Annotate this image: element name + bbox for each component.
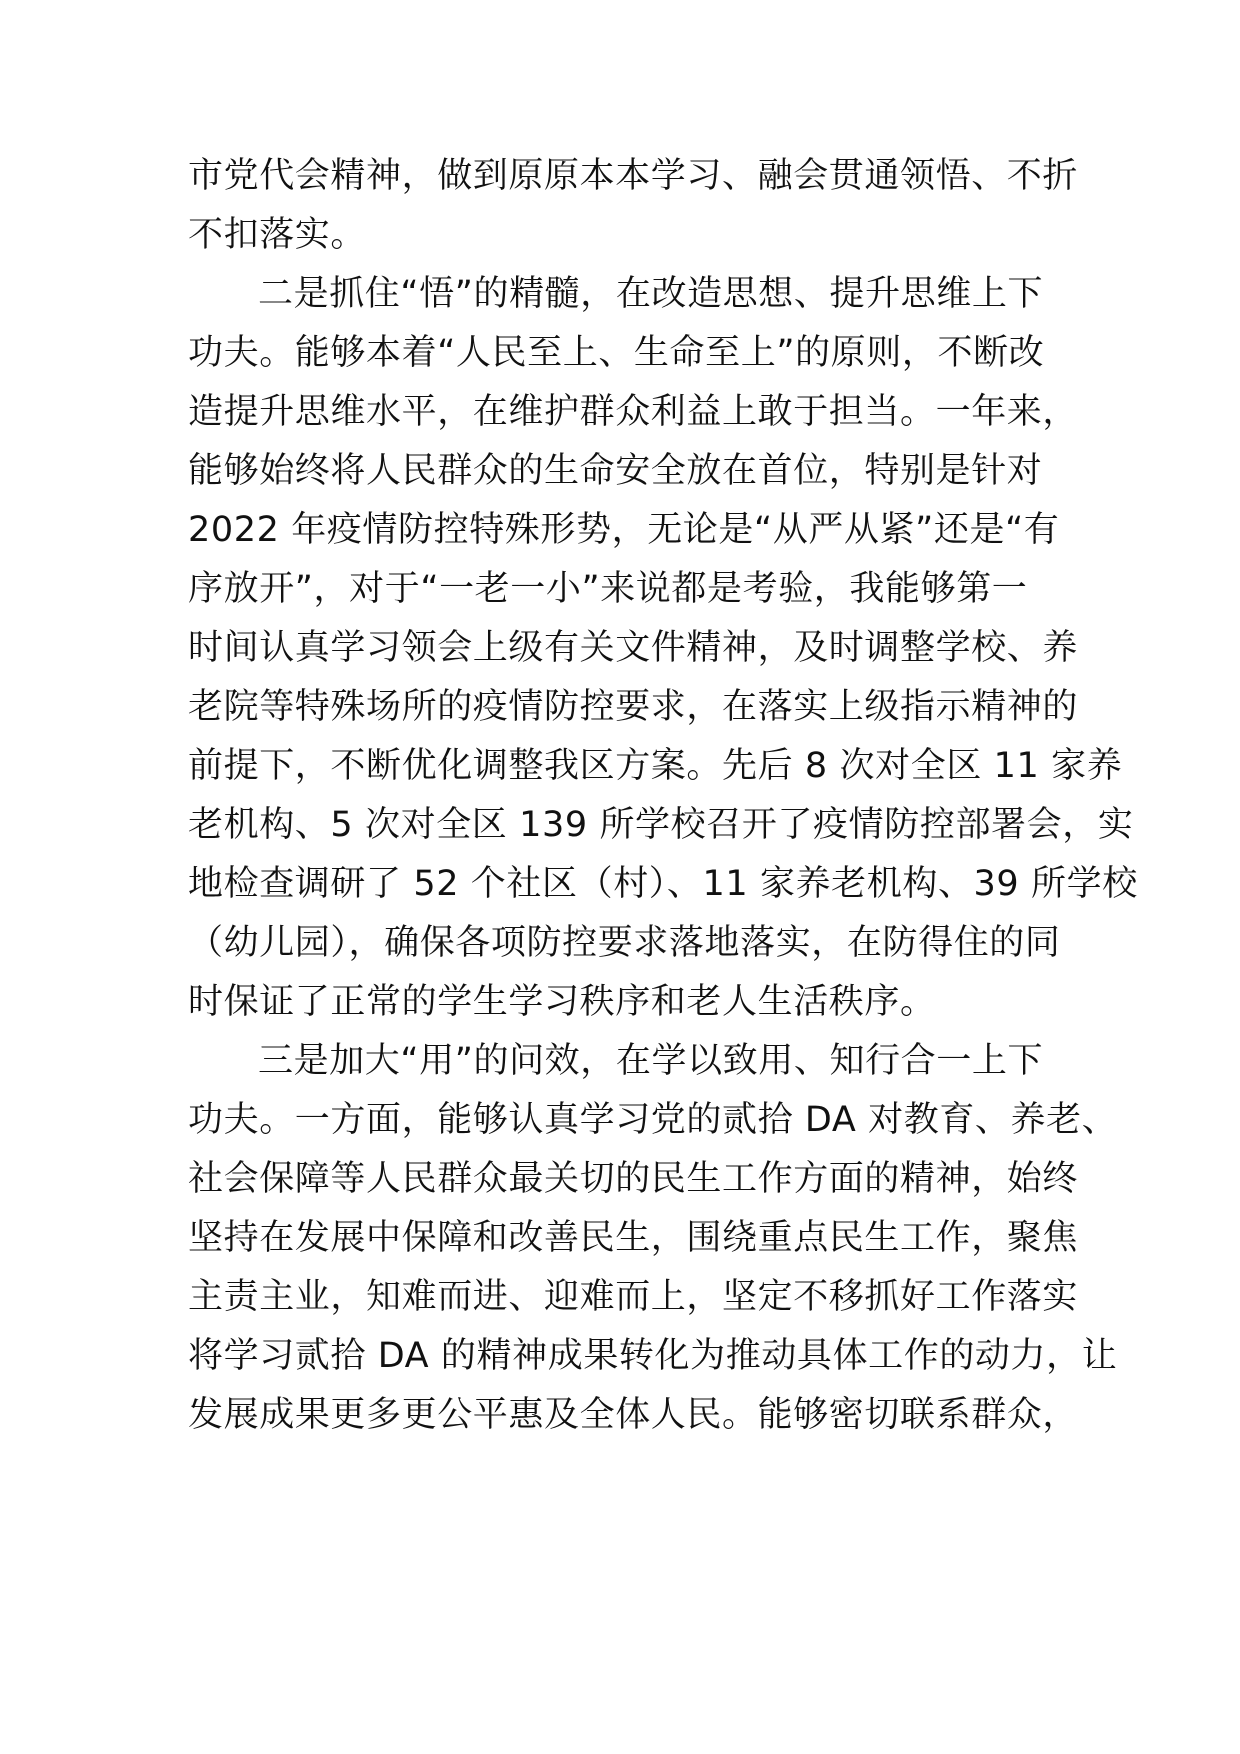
text-line-17: 功夫。一方面，能够认真学习党的贰拾 DA 对教育、养老、 — [188, 1100, 1118, 1140]
text-line-13: 地检查调研了 52 个社区（村）、11 家养老机构、39 所学校 — [188, 864, 1138, 904]
text-line-1: 市党代会精神，做到原原本本学习、融会贯通领悟、不折 — [188, 156, 1079, 196]
text-line-14: （幼儿园），确保各项防控要求落地落实，在防得住的同 — [188, 923, 1061, 963]
text-line-2: 不扣落实。 — [188, 215, 367, 255]
text-line-9: 时间认真学习领会上级有关文件精神，及时调整学校、养 — [188, 628, 1079, 668]
text-line-10: 老院等特殊场所的疫情防控要求，在落实上级指示精神的 — [188, 687, 1079, 727]
text-line-18: 社会保障等人民群众最关切的民生工作方面的精神，始终 — [188, 1159, 1079, 1199]
paragraph-3-first-line: 三是加大“用”的问效，在学以致用、知行合一上下 — [258, 1041, 1044, 1081]
text-line-8: 序放开”，对于“一老一小”来说都是考验，我能够第一 — [188, 569, 1028, 609]
text-line-20: 主责主业，知难而进、迎难而上，坚定不移抓好工作落实 — [188, 1277, 1079, 1317]
text-line-6: 能够始终将人民群众的生命安全放在首位，特别是针对 — [188, 451, 1043, 491]
paragraph-2-first-line: 二是抓住“悟”的精髓，在改造思想、提升思维上下 — [258, 274, 1044, 314]
text-line-7: 2022 年疫情防控特殊形势，无论是“从严从紧”还是“有 — [188, 510, 1060, 550]
text-line-22: 发展成果更多更公平惠及全体人民。能够密切联系群众， — [188, 1395, 1079, 1435]
text-line-5: 造提升思维水平，在维护群众利益上敢于担当。一年来， — [188, 392, 1079, 432]
text-line-15: 时保证了正常的学生学习秩序和老人生活秩序。 — [188, 982, 936, 1022]
text-line-21: 将学习贰拾 DA 的精神成果转化为推动具体工作的动力，让 — [188, 1336, 1118, 1376]
text-line-19: 坚持在发展中保障和改善民生，围绕重点民生工作，聚焦 — [188, 1218, 1079, 1258]
text-line-12: 老机构、5 次对全区 139 所学校召开了疫情防控部署会，实 — [188, 805, 1134, 845]
text-line-4: 功夫。能够本着“人民至上、生命至上”的原则，不断改 — [188, 333, 1045, 373]
text-line-11: 前提下，不断优化调整我区方案。先后 8 次对全区 11 家养 — [188, 746, 1123, 786]
